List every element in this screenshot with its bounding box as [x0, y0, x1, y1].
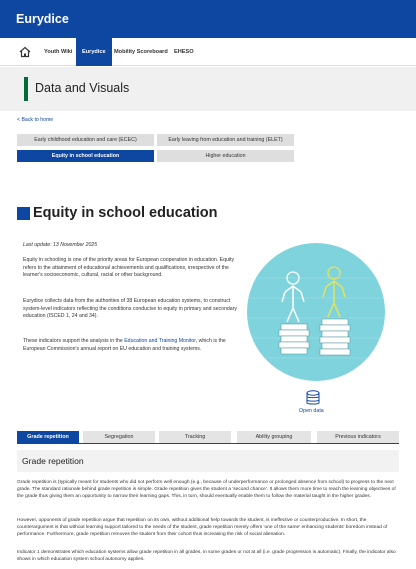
tab-previous-indicators[interactable]: Previous indicators	[317, 431, 399, 443]
grade-repetition-paragraph-1: Grade repetition is (typically meant for students who did not perform well enough (e.g., because of underperformance or prolonged absence from school) to progress to the next grade. The standard rationale behind grade repetition is simple. Grade repetition gives the student a 'second chance'. It allows them more time to reach the learning objectives of the grade thus giving them an opportunity to narrow their learning gaps. This, in turn, should eventually enable them to follow the material taught in the higher grades.	[17, 480, 396, 500]
grade-repetition-paragraph-3: Indicator 1 demonstrates which education systems allow grade repetition in all grades, in some grades or not at all (i.e. grade progression is automatic). Finally, the indicator also shows in which education system school autonomy applies.	[17, 550, 396, 563]
main-nav	[0, 38, 416, 66]
section-title-marker	[17, 207, 30, 220]
nav-item-eheso[interactable]: EHESO	[174, 49, 194, 55]
hero-accent-bar	[24, 77, 28, 101]
category-tab-ecec[interactable]: Early childhood education and care (ECEC)	[17, 134, 154, 146]
intro-paragraph-3: These indicators support the analysis in the Education and Training Monitor, which is the European Commission's annual report on EU education and training systems.	[23, 338, 226, 352]
education-training-monitor-link[interactable]: Education and Training Monitor	[124, 338, 196, 344]
tabs-underline	[17, 443, 399, 444]
indicator-tabs	[17, 431, 399, 443]
subsection-title: Grade repetition	[22, 456, 84, 466]
tab-ability-grouping[interactable]: Ability grouping	[237, 431, 311, 443]
category-tab-higher-education[interactable]: Higher education	[157, 150, 294, 162]
page-title: Data and Visuals	[35, 81, 130, 95]
nav-item-eurydice[interactable]: Eurydice	[76, 38, 112, 66]
intro-paragraph-1: Equity in schooling is one of the priority areas for European cooperation in education. Equity refers to the attainment of educational achievements and qualifications, irrespective of the learner's socioeconomic, cultural, racial or other background.	[23, 257, 235, 279]
intro-paragraph-2: Eurydice collects data from the authorities of 38 European education systems, to construct system-level indicators reflecting the conditions conducive to equity in primary and secondary education (ISCED 1, 24 and 34).	[23, 298, 237, 320]
home-icon[interactable]	[18, 45, 32, 59]
category-tab-elet[interactable]: Early leaving from education and training (ELET)	[157, 134, 294, 146]
brand-logo[interactable]: Eurydice	[16, 12, 69, 26]
grade-repetition-paragraph-2: However, opponents of grade repetition argue that repetition on its own, without additional help towards the student, is ineffective or counterproductive. In short, the counterargument is that without learning support tailored to the needs of the student, grade repetition merely offers 'one of the same' enhancing students' boredom instead of performance. Furthermore, grade repetition removes the student from their cohort thus increasing the risk of social alienation.	[17, 518, 388, 538]
last-update: Last update: 13 November 2025	[23, 242, 98, 248]
subsection-header	[17, 450, 399, 472]
back-to-home-link[interactable]: < Back to home	[17, 117, 54, 123]
tab-grade-repetition[interactable]: Grade repetition	[17, 431, 79, 443]
page-hero	[0, 67, 416, 111]
nav-item-youth-wiki[interactable]: Youth Wiki	[44, 49, 73, 55]
open-data-link[interactable]: Open data	[299, 408, 324, 414]
tab-tracking[interactable]: Tracking	[159, 431, 231, 443]
section-title: Equity in school education	[33, 205, 218, 221]
category-tab-equity[interactable]: Equity in school education	[17, 150, 154, 162]
top-bar	[0, 0, 416, 38]
database-icon[interactable]	[306, 390, 320, 406]
equity-illustration	[246, 242, 386, 382]
tab-segregation[interactable]: Segregation	[83, 431, 155, 443]
nav-item-mobility-scoreboard[interactable]: Mobility Scoreboard	[114, 49, 168, 55]
